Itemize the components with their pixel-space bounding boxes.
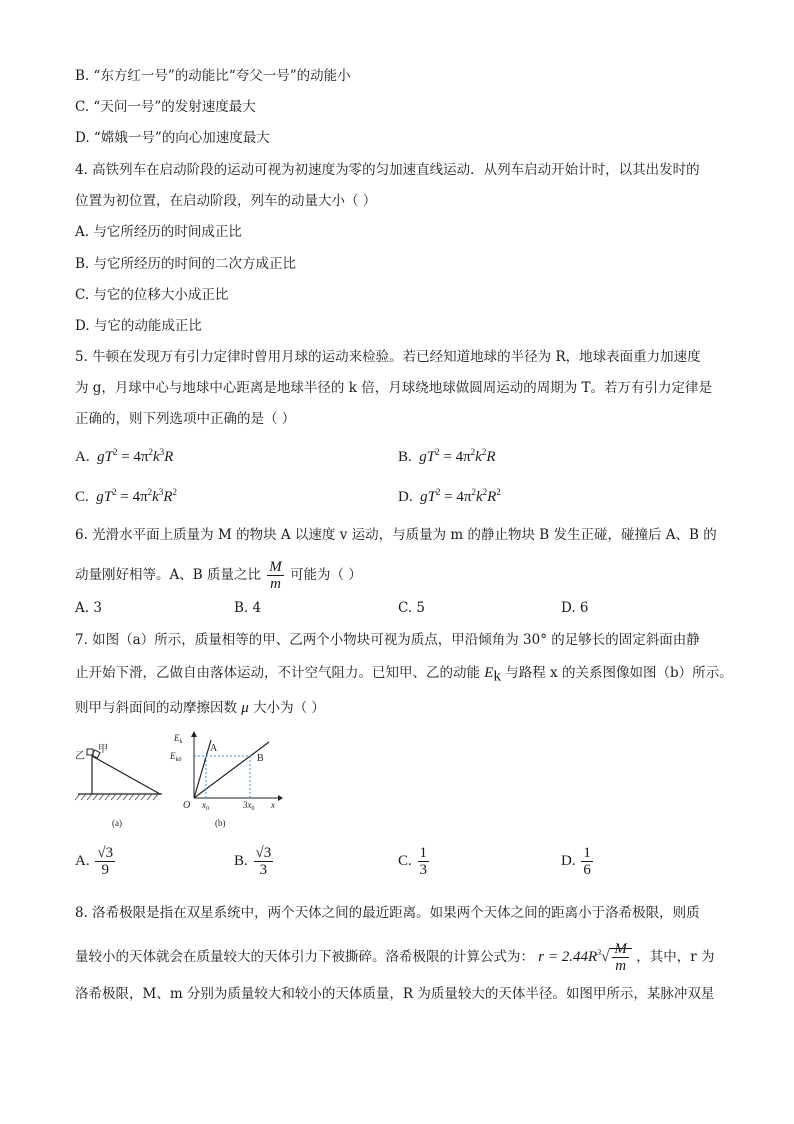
q5-option-d: D. $gT^2 = 4\pi^2k^2R^2$ [398,487,501,505]
q5-option-a: A. $gT^2 = 4\pi^2k^3R$ [75,447,174,465]
fig-b-y-axis-label: $E_k$ [174,733,183,745]
q7-stem-line2: 止开始下滑，乙做自由落体运动，不计空气阻力。已知甲、乙的动能 $E_k$ 与路程 x 的关系图像如图（b）所示。 [75,665,733,685]
q7-stem-line3: 则甲与斜面间的动摩擦因数 μ 大小为（ ） [75,700,325,716]
q7-stem-line1: 7. 如图（a）所示，质量相等的甲、乙两个小物块可视为质点，甲沿倾角为 30° 的足够长的固定斜面由静 [75,632,700,648]
fig-b-caption: (b) [215,818,226,828]
q5-stem-line2: 为 g，月球中心与地球中心距离是地球半径的 k 倍，月球绕地球做圆周运动的周期为 T。若万有引力定律是 [75,380,712,396]
fig-b-x0-label: $x_0$ [202,800,209,812]
q8-stem-line1: 8. 洛希极限是指在双星系统中，两个天体之间的最近距离。如果两个天体之间的距离小于洛希极限，则质 [75,905,700,921]
q5-option-b: B. $gT^2 = 4\pi^2k^2R$ [398,447,496,465]
q3-option-d: D. “嫦娥一号”的向心加速度最大 [75,130,270,146]
fig-a-label-jia: 甲 [98,744,108,755]
q3-option-c: C. “天问一号”的发射速度最大 [75,99,256,115]
q6-mass-ratio-fraction: $\frac{M}{m}$ [269,559,282,592]
q6-stem-line2: 动量刚好相等。A、B 质量之比 $\frac{M}{m}$ 可能为（ ） [75,559,362,592]
q4-stem-line2: 位置为初位置，在启动阶段，列车的动量大小（ ） [75,193,377,209]
q7-option-b: B. $\frac{√3}{3}$ [234,845,272,879]
q8-stem-line3: 洛希极限，M、m 分别为质量较大和较小的天体质量，R 为质量较大的天体半径。如图甲所示，某脉冲双星 [75,986,715,1002]
fig-a-caption: (a) [112,818,122,828]
q4-option-d: D. 与它的动能成正比 [75,318,202,334]
q7-option-c: C. $\frac{1}{3}$ [398,845,428,879]
q7-option-a: A. $\frac{√3}{9}$ [75,845,114,879]
fig-a-label-yi: 乙 [75,751,85,762]
fig-b-x-axis-label: x [271,800,275,810]
q3-option-b: B. “东方红一号”的动能比“夸父一号”的动能小 [75,68,351,84]
fig-b-line-b [194,742,269,798]
fig-b-line-a [194,740,211,798]
q6-option-c: C. 5 [398,600,426,616]
q8-stem-line2: 量较小的天体就会在质量较大的天体引力下被撕碎。洛希极限的计算公式为： $r = 2.44R^3√$ $\frac{M}{m}$ ，其中，r 为 [75,941,715,975]
q5-stem-line3: 正确的，则下列选项中正确的是（ ） [75,411,296,427]
q4-stem-line1: 4. 高铁列车在启动阶段的运动可视为初速度为零的匀加速直线运动．从列车启动开始计时，以其出发时的 [75,162,700,178]
q4-option-c: C. 与它的位移大小成正比 [75,287,229,303]
fig-b-line-b-label: B [257,753,264,764]
q6-option-a: A. 3 [75,600,102,616]
fig-b-origin-label: O [183,800,191,811]
q5-option-c: C. $gT^2 = 4\pi^2k^3R^2$ [75,487,177,505]
q5-stem-line1: 5. 牛顿在发现万有引力定律时曾用月球的运动来检验。若已经知道地球的半径为 R，地球表面重力加速度 [75,349,701,365]
q8-roche-formula: $r = 2.44R^3√$ $\frac{M}{m}$ [538,949,632,965]
q6-option-b: B. 4 [234,600,262,616]
q6-stem-line1: 6. 光滑水平面上质量为 M 的物块 A 以速度 v 运动，与质量为 m 的静止物块 B 发生正碰，碰撞后 A、B 的 [75,527,717,543]
q4-option-a: A. 与它所经历的时间成正比 [75,224,242,240]
q7-figure-a [72,742,164,830]
q7-figure-b [168,728,283,832]
q7-option-d: D. $\frac{1}{6}$ [561,845,591,879]
q4-option-b: B. 与它所经历的时间的二次方成正比 [75,256,297,272]
fig-b-line-a-label: A [210,743,218,754]
q6-option-d: D. 6 [561,600,589,616]
fig-b-3x0-label: $3x_0$ [243,800,255,812]
fig-b-ek0-label: $E_{k0}$ [170,751,182,763]
